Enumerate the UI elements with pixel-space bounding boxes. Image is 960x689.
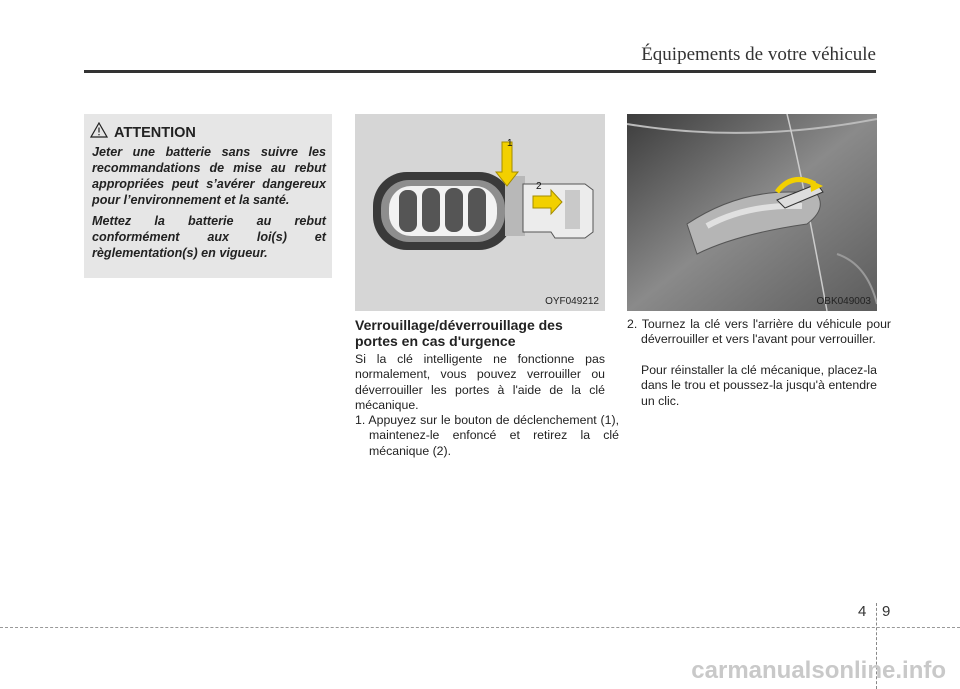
callout-2: 2 [536, 181, 542, 192]
warning-paragraph: Jeter une batterie sans suivre les recommandations de mise au rebut appropriées peut s’avérer dangereux pour l’environnement et la santé. [92, 145, 326, 207]
watermark: carmanualsonline.info [691, 657, 946, 684]
smart-key-figure [355, 114, 605, 311]
warning-paragraph: Mettez la batterie au rebut conformément aux loi(s) et règlementation(s) en vigueur. [92, 214, 326, 260]
step-2-reinstall: Pour réinstaller la clé mécanique, placez-la dans le trou et poussez-la jusqu'à entendre un clic. [641, 363, 877, 408]
figure-code: OBK049003 [816, 296, 871, 307]
warning-heading [90, 122, 196, 143]
warning-triangle-icon [90, 122, 108, 143]
figure-code: OYF049212 [545, 296, 599, 307]
warning-box [84, 114, 332, 278]
callout-1: 1 [507, 138, 513, 149]
door-handle-illustration [627, 114, 877, 311]
step-2: 2. Tournez la clé vers l'arrière du véhicule pour déverrouiller et vers l'avant pour verrouiller. [627, 317, 891, 347]
footer-rule [0, 627, 960, 628]
section-title: Verrouillage/déverrouillage des portes en cas d'urgence [355, 317, 563, 349]
chapter-number: 4 [858, 603, 867, 620]
step-1: 1. Appuyez sur le bouton de déclenchement (1), maintenez-le enfoncé et retirez la clé mécanique (2). [355, 413, 619, 458]
door-handle-figure [627, 114, 877, 311]
warning-body [92, 144, 326, 266]
page-header-title: Équipements de votre véhicule [641, 44, 876, 65]
header-rule [84, 70, 876, 73]
page-number: 9 [882, 603, 891, 620]
section-intro: Si la clé intelligente ne fonctionne pas normalement, vous pouvez verrouiller ou déverrouiller les portes à l'aide de la clé mécanique. [355, 352, 605, 412]
smart-key-illustration [355, 114, 605, 311]
warning-title: ATTENTION [114, 124, 196, 141]
